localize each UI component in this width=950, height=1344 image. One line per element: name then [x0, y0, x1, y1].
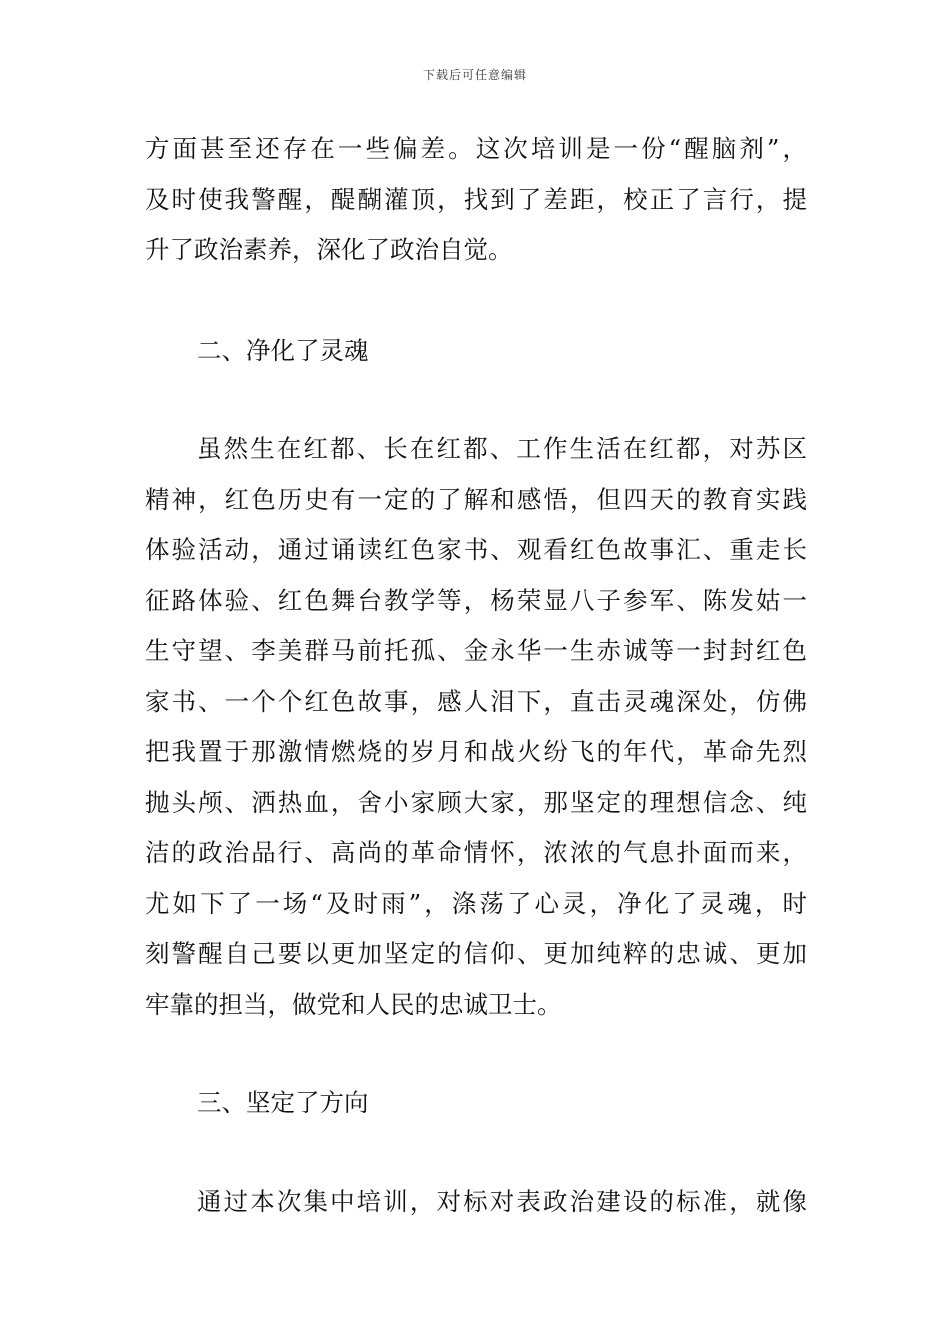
paragraph-line: 方面甚至还存在一些偏差。这次培训是一份“醒脑剂”，	[145, 134, 807, 163]
section-gap	[145, 276, 807, 326]
paragraph-line: 通过本次集中培训，对标对表政治建设的标准，就像	[197, 1186, 807, 1216]
paragraph-line: 精神，红色历史有一定的了解和感悟，但四天的教育实践	[145, 484, 807, 514]
paragraph-1	[145, 124, 807, 276]
paragraph-line: 家书、一个个红色故事，感人泪下，直击灵魂深处，仿佛	[145, 686, 807, 716]
paragraph-line: 刻警醒自己要以更加坚定的信仰、更加纯粹的忠诚、更加	[145, 939, 807, 968]
paragraph-line: 及时使我警醒，醍醐灌顶，找到了差距，校正了言行，提	[145, 184, 807, 214]
section-gap	[145, 1030, 807, 1078]
paragraph-line: 牢靠的担当，做党和人民的忠诚卫士。	[145, 989, 562, 1019]
paragraph-2	[145, 424, 807, 1030]
section-gap	[145, 376, 807, 424]
paragraph-line: 生守望、李美群马前托孤、金永华一生赤诚等一封封红色	[145, 636, 807, 665]
page-header-note: 下载后可任意编辑	[422, 68, 527, 82]
paragraph-line: 把我置于那激情燃烧的岁月和战火纷飞的年代，革命先烈	[145, 737, 807, 766]
paragraph-3	[145, 1177, 807, 1228]
paragraph-line: 抛头颅、洒热血，舍小家顾大家，那坚定的理想信念、纯	[145, 787, 807, 817]
paragraph-line: 征路体验、红色舞台教学等，杨荣显八子参军、陈发姑一	[145, 585, 807, 615]
paragraph-line: 体验活动，通过诵读红色家书、观看红色故事汇、重走长	[145, 535, 807, 564]
section-heading-2: 二、净化了灵魂	[197, 335, 369, 365]
section-heading-3: 三、坚定了方向	[197, 1088, 369, 1117]
section-gap	[145, 1129, 807, 1177]
paragraph-line: 虽然生在红都、长在红都、工作生活在红都，对苏区	[197, 434, 807, 463]
paragraph-line: 升了政治素养，深化了政治自觉。	[145, 235, 513, 264]
paragraph-line: 洁的政治品行、高尚的革命情怀，浓浓的气息扑面而来，	[145, 838, 807, 867]
paragraph-line: 尤如下了一场“及时雨”，涤荡了心灵，净化了灵魂，时	[145, 888, 807, 918]
document-body	[145, 124, 807, 1227]
